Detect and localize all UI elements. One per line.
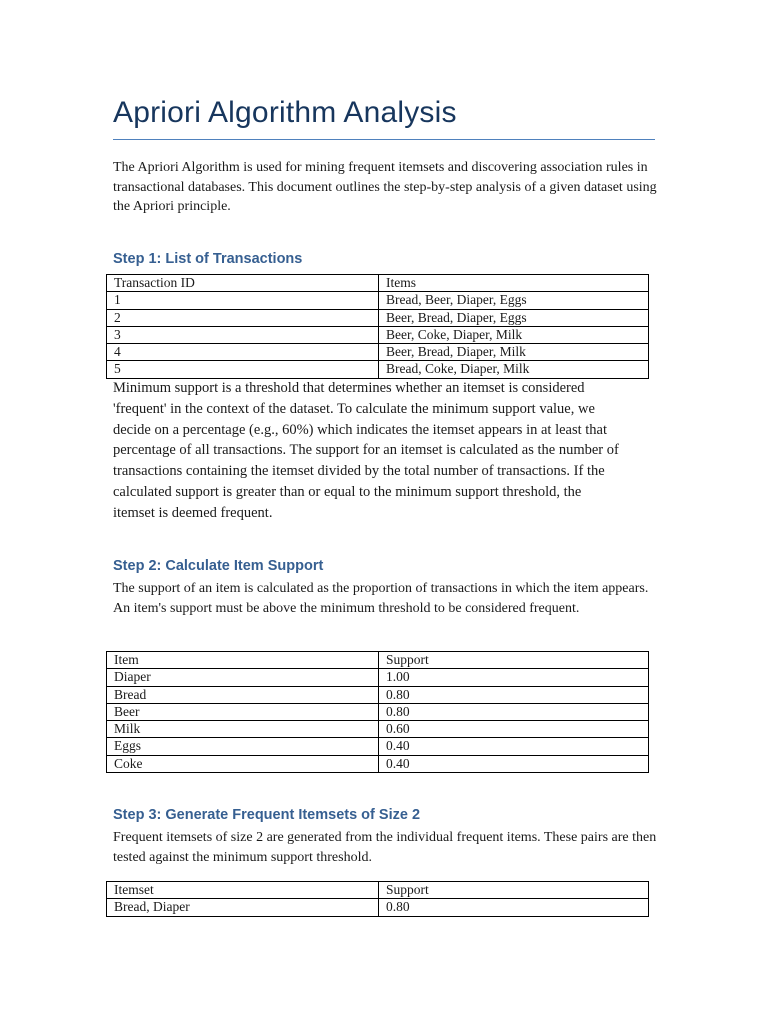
minimum-support-paragraph: Minimum support is a threshold that determines whether an itemset is considered 'frequent' in the context of the dataset. To calculate the minimum support value, we decide on a percentage (e.g., 60%) which indicates the itemset appears in at least that percentage of all transactions. The support for an itemset is calculated as the number of transactions containing the itemset divided by the total number of transactions. If the calculated support is greater than or equal to the minimum support threshold, the itemset is deemed frequent. bbox=[113, 380, 619, 521]
itemset-support-table bbox=[106, 881, 649, 917]
table-row bbox=[107, 899, 649, 916]
table-row bbox=[107, 309, 649, 326]
table-row bbox=[107, 686, 649, 703]
table-row bbox=[107, 738, 649, 755]
table-cell: 0.60 bbox=[379, 721, 649, 738]
table-cell: 3 bbox=[107, 326, 379, 343]
table-cell: 0.40 bbox=[379, 755, 649, 772]
table-row bbox=[107, 755, 649, 772]
table-cell: 0.80 bbox=[379, 703, 649, 720]
table-cell: Beer bbox=[107, 703, 379, 720]
table-cell: Bread bbox=[107, 686, 379, 703]
table-header-row bbox=[107, 882, 649, 899]
table-cell: 5 bbox=[107, 361, 379, 378]
table-row bbox=[107, 292, 649, 309]
table-cell: 0.80 bbox=[379, 899, 649, 916]
table-cell: 0.80 bbox=[379, 686, 649, 703]
table-cell: 0.40 bbox=[379, 738, 649, 755]
step2-heading: Step 2: Calculate Item Support bbox=[113, 558, 324, 574]
table-cell: Beer, Coke, Diaper, Milk bbox=[379, 326, 649, 343]
table-cell: Diaper bbox=[107, 669, 379, 686]
table-row bbox=[107, 344, 649, 361]
step3-paragraph: Frequent itemsets of size 2 are generated from the individual frequent items. These pairs are then tested against the minimum support threshold. bbox=[113, 830, 657, 865]
column-header: Item bbox=[107, 652, 379, 669]
table-cell: Coke bbox=[107, 755, 379, 772]
table-cell: Eggs bbox=[107, 738, 379, 755]
transactions-table bbox=[106, 274, 649, 379]
column-header: Itemset bbox=[107, 882, 379, 899]
table-cell: Beer, Bread, Diaper, Milk bbox=[379, 344, 649, 361]
table-cell: 1.00 bbox=[379, 669, 649, 686]
table-cell: 1 bbox=[107, 292, 379, 309]
document-title: Apriori Algorithm Analysis bbox=[113, 96, 457, 129]
table-cell: Bread, Beer, Diaper, Eggs bbox=[379, 292, 649, 309]
step3-heading: Step 3: Generate Frequent Itemsets of Size 2 bbox=[113, 807, 421, 823]
step2-paragraph: The support of an item is calculated as the proportion of transactions in which the item appears. An item's support must be above the minimum threshold to be considered frequent. bbox=[113, 581, 649, 616]
table-row bbox=[107, 721, 649, 738]
table-row bbox=[107, 703, 649, 720]
column-header: Support bbox=[379, 652, 649, 669]
title-divider bbox=[113, 139, 655, 140]
table-cell: Bread, Diaper bbox=[107, 899, 379, 916]
column-header: Items bbox=[379, 275, 649, 292]
table-header-row bbox=[107, 652, 649, 669]
table-cell: 2 bbox=[107, 309, 379, 326]
table-header-row bbox=[107, 275, 649, 292]
step1-heading: Step 1: List of Transactions bbox=[113, 251, 303, 267]
table-cell: Bread, Coke, Diaper, Milk bbox=[379, 361, 649, 378]
table-cell: 4 bbox=[107, 344, 379, 361]
item-support-table bbox=[106, 651, 649, 773]
intro-paragraph: The Apriori Algorithm is used for mining frequent itemsets and discovering association rules in transactional databases. This document outlines the step-by-step analysis of a given dataset using the Apriori principle. bbox=[113, 160, 657, 215]
table-row bbox=[107, 361, 649, 378]
table-cell: Beer, Bread, Diaper, Eggs bbox=[379, 309, 649, 326]
table-cell: Milk bbox=[107, 721, 379, 738]
table-row bbox=[107, 326, 649, 343]
column-header: Transaction ID bbox=[107, 275, 379, 292]
table-row bbox=[107, 669, 649, 686]
column-header: Support bbox=[379, 882, 649, 899]
